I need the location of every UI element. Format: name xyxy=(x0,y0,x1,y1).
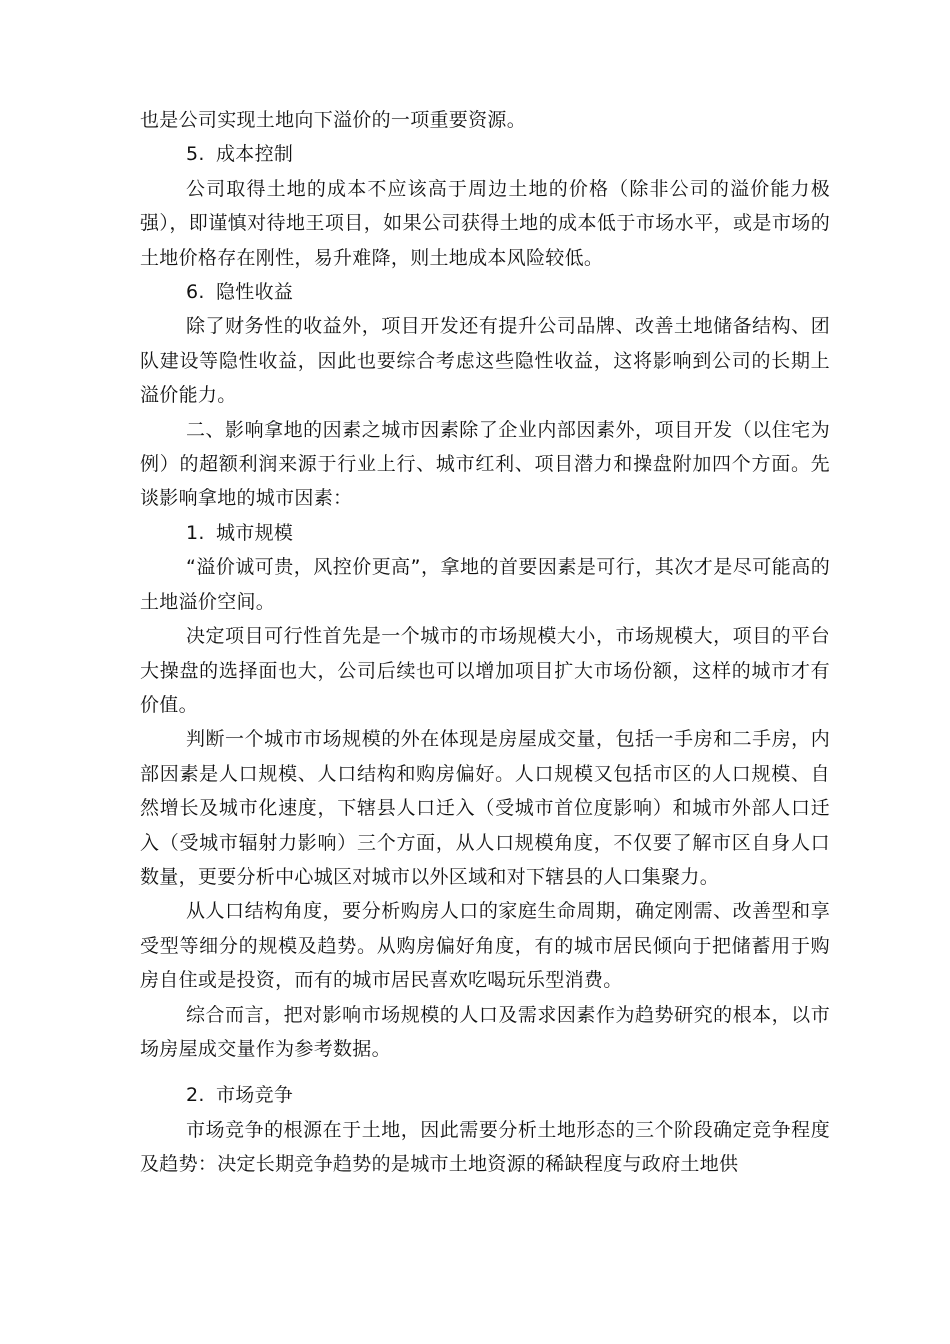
paragraph-hidden-benefits: 除了财务性的收益外，项目开发还有提升公司品牌、改善土地储备结构、团队建设等隐性收益，因此也要综合考虑这些隐性收益，这将影响到公司的长期上溢价能力。 xyxy=(140,315,830,407)
paragraph-population: 判断一个城市市场规模的外在体现是房屋成交量，包括一手房和二手房，内部因素是人口规模、人口结构和购房偏好。人口规模又包括市区的人口规模、自然增长及城市化速度，下辖县人口迁入（受城市首位度影响）和城市外部人口迁入（受城市辐射力影响）三个方面，从人口规模角度，不仅要了解市区自身人口数量，更要分析中心城区对城市以外区域和对下辖县的人口集聚力。 xyxy=(140,728,830,888)
paragraph-land-cost: 公司取得土地的成本不应该高于周边土地的价格（除非公司的溢价能力极强），即谨慎对待地王项目，如果公司获得土地的成本低于市场水平，或是市场的土地价格存在刚性，易升难降，则土地成本风险较低。 xyxy=(140,177,830,269)
section-title: 市场竞争 xyxy=(216,1084,294,1107)
section-heading-city-scale xyxy=(140,516,830,550)
paragraph-market-size: 决定项目可行性首先是一个城市的市场规模大小，市场规模大，项目的平台大操盘的选择面也大，公司后续也可以增加项目扩大市场份额，这样的城市才有价值。 xyxy=(140,625,830,716)
paragraph-competition: 市场竞争的根源在于土地，因此需要分析土地形态的三个阶段确定竞争程度及趋势：决定长期竞争趋势的是城市土地资源的稀缺程度与政府土地供 xyxy=(140,1118,830,1176)
document-page xyxy=(140,103,830,1182)
section-number: 6. xyxy=(186,281,205,304)
section-number: 5. xyxy=(186,143,205,166)
section-heading-cost-control xyxy=(140,137,830,171)
section-title: 成本控制 xyxy=(216,143,294,166)
section-title: 城市规模 xyxy=(216,521,294,544)
paragraph-summary: 综合而言，把对影响市场规模的人口及需求因素作为趋势研究的根本，以市场房屋成交量作为参考数据。 xyxy=(140,1003,830,1060)
paragraph-city-factors-intro: 二、影响拿地的因素之城市因素除了企业内部因素外，项目开发（以住宅为例）的超额利润来源于行业上行、城市红利、项目潜力和操盘附加四个方面。先谈影响拿地的城市因素： xyxy=(140,418,830,510)
paragraph-premium-quote: “溢价诚可贵，风控价更高”，拿地的首要因素是可行，其次才是尽可能高的土地溢价空间。 xyxy=(140,556,830,613)
section-heading-market-competition xyxy=(140,1078,830,1112)
paragraph-continued: 也是公司实现土地向下溢价的一项重要资源。 xyxy=(140,109,527,131)
paragraph-population-structure: 从人口结构角度，要分析购房人口的家庭生命周期，确定刚需、改善型和享受型等细分的规模及趋势。从购房偏好角度，有的城市居民倾向于把储蓄用于购房自住或是投资，而有的城市居民喜欢吃喝玩乐型消费。 xyxy=(140,900,830,992)
section-number: 1. xyxy=(186,521,205,544)
section-title: 隐性收益 xyxy=(216,281,294,304)
section-number: 2. xyxy=(186,1084,205,1107)
section-heading-hidden-benefits xyxy=(140,275,830,309)
